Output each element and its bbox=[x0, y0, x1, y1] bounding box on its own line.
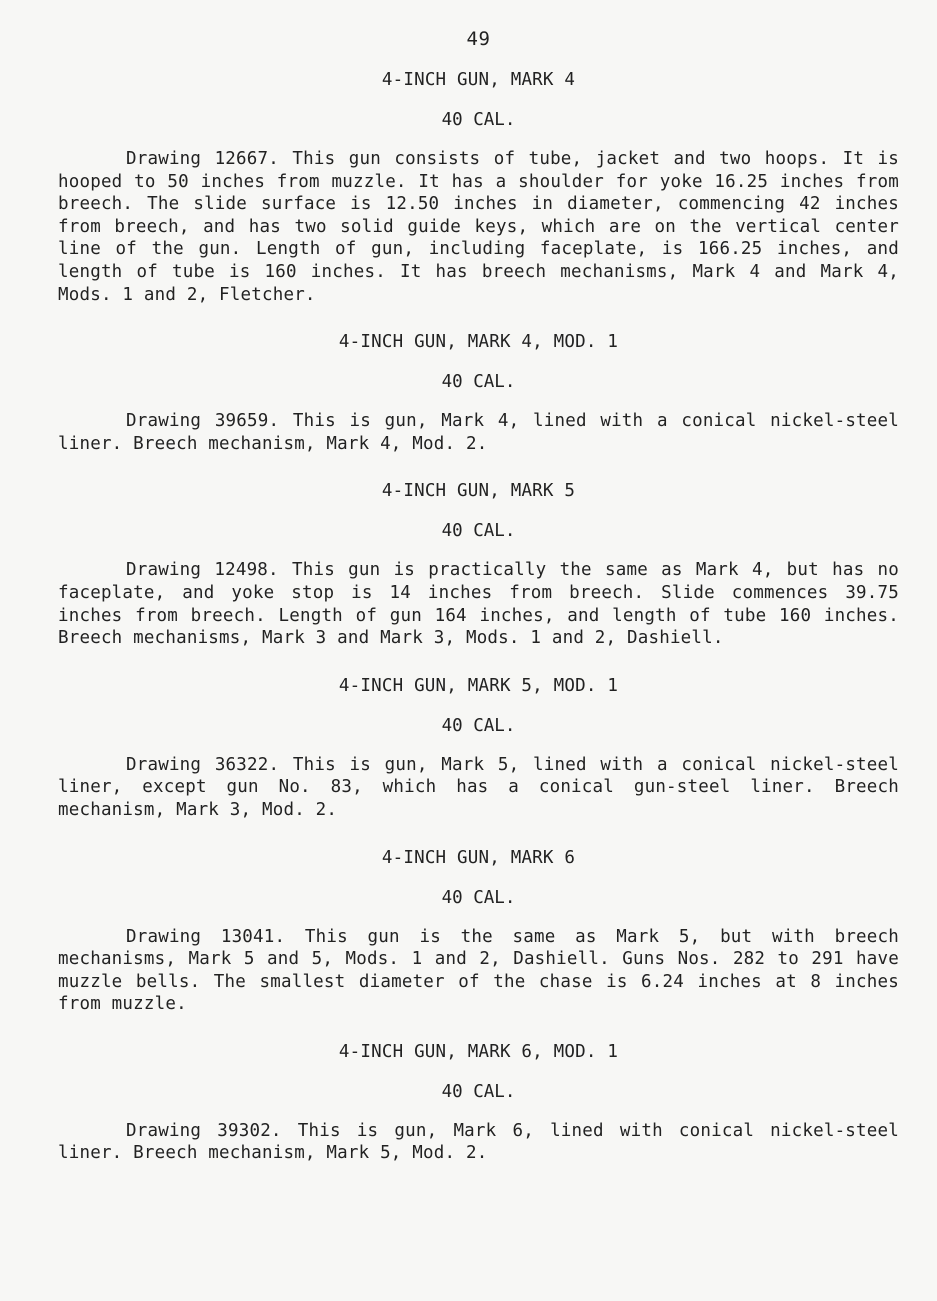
section-heading: 4-INCH GUN, MARK 5, MOD. 1 bbox=[338, 675, 619, 696]
section-heading: 4-INCH GUN, MARK 6, MOD. 1 bbox=[338, 1041, 619, 1062]
section-body: Drawing 12498. This gun is practically the same as Mark 4, but has no faceplate, and yoke stop is 14 inches from breech. Slide commences 39.75 inches from breech. Length of gun 164 inches, and length of tube 160 inches. Breech mechanisms, Mark 3 and Mark 3, Mods. 1 and 2, Dashiell. bbox=[58, 560, 899, 649]
page-number: 49 bbox=[466, 28, 491, 50]
section-body: Drawing 12667. This gun consists of tube, jacket and two hoops. It is hooped to 50 inches from muzzle. It has a shoulder for yoke 16.25 inches from breech. The slide surface is 12.50 inches in diameter, commencing 42 inches from breech, and has two solid guide keys, which are on the vertical center line of the gun. Length of gun, including faceplate, is 166.25 inches, and length of tube is 160 inches. It has breech mechanisms, Mark 4 and Mark 4, Mods. 1 and 2, Fletcher. bbox=[58, 149, 899, 305]
section-mark-5 bbox=[58, 481, 899, 649]
section-mark-6-mod-1 bbox=[58, 1042, 899, 1165]
section-body: Drawing 13041. This gun is the same as Mark 5, but with breech mechanisms, Mark 5 and 5, Mods. 1 and 2, Dashiell. Guns Nos. 282 to 291 have muzzle bells. The smallest diameter of the chase is 6.24 inches at 8 inches from muzzle. bbox=[58, 926, 899, 1015]
section-caliber: 40 CAL. bbox=[441, 887, 516, 908]
section-caliber: 40 CAL. bbox=[441, 1081, 516, 1102]
section-body: Drawing 39659. This is gun, Mark 4, lined with a conical nickel-steel liner. Breech mechanism, Mark 4, Mod. 2. bbox=[58, 411, 899, 454]
section-heading: 4-INCH GUN, MARK 4 bbox=[381, 70, 576, 90]
section-caliber: 40 CAL. bbox=[441, 110, 516, 130]
section-mark-5-mod-1 bbox=[58, 676, 899, 822]
section-caliber: 40 CAL. bbox=[441, 715, 516, 736]
section-caliber: 40 CAL. bbox=[441, 521, 516, 542]
section-heading: 4-INCH GUN, MARK 4, MOD. 1 bbox=[338, 332, 619, 353]
section-mark-4-mod-1 bbox=[58, 332, 899, 455]
section-caliber: 40 CAL. bbox=[441, 372, 516, 393]
section-body: Drawing 39302. This is gun, Mark 6, lined with conical nickel-steel liner. Breech mechanism, Mark 5, Mod. 2. bbox=[58, 1120, 899, 1164]
section-mark-6 bbox=[58, 848, 899, 1016]
section-mark-4 bbox=[58, 70, 899, 306]
section-heading: 4-INCH GUN, MARK 6 bbox=[381, 847, 576, 868]
section-heading: 4-INCH GUN, MARK 5 bbox=[381, 481, 576, 502]
section-body: Drawing 36322. This is gun, Mark 5, lined with a conical nickel-steel liner, except gun No. 83, which has a conical gun-steel liner. Breech mechanism, Mark 3, Mod. 2. bbox=[58, 754, 899, 820]
